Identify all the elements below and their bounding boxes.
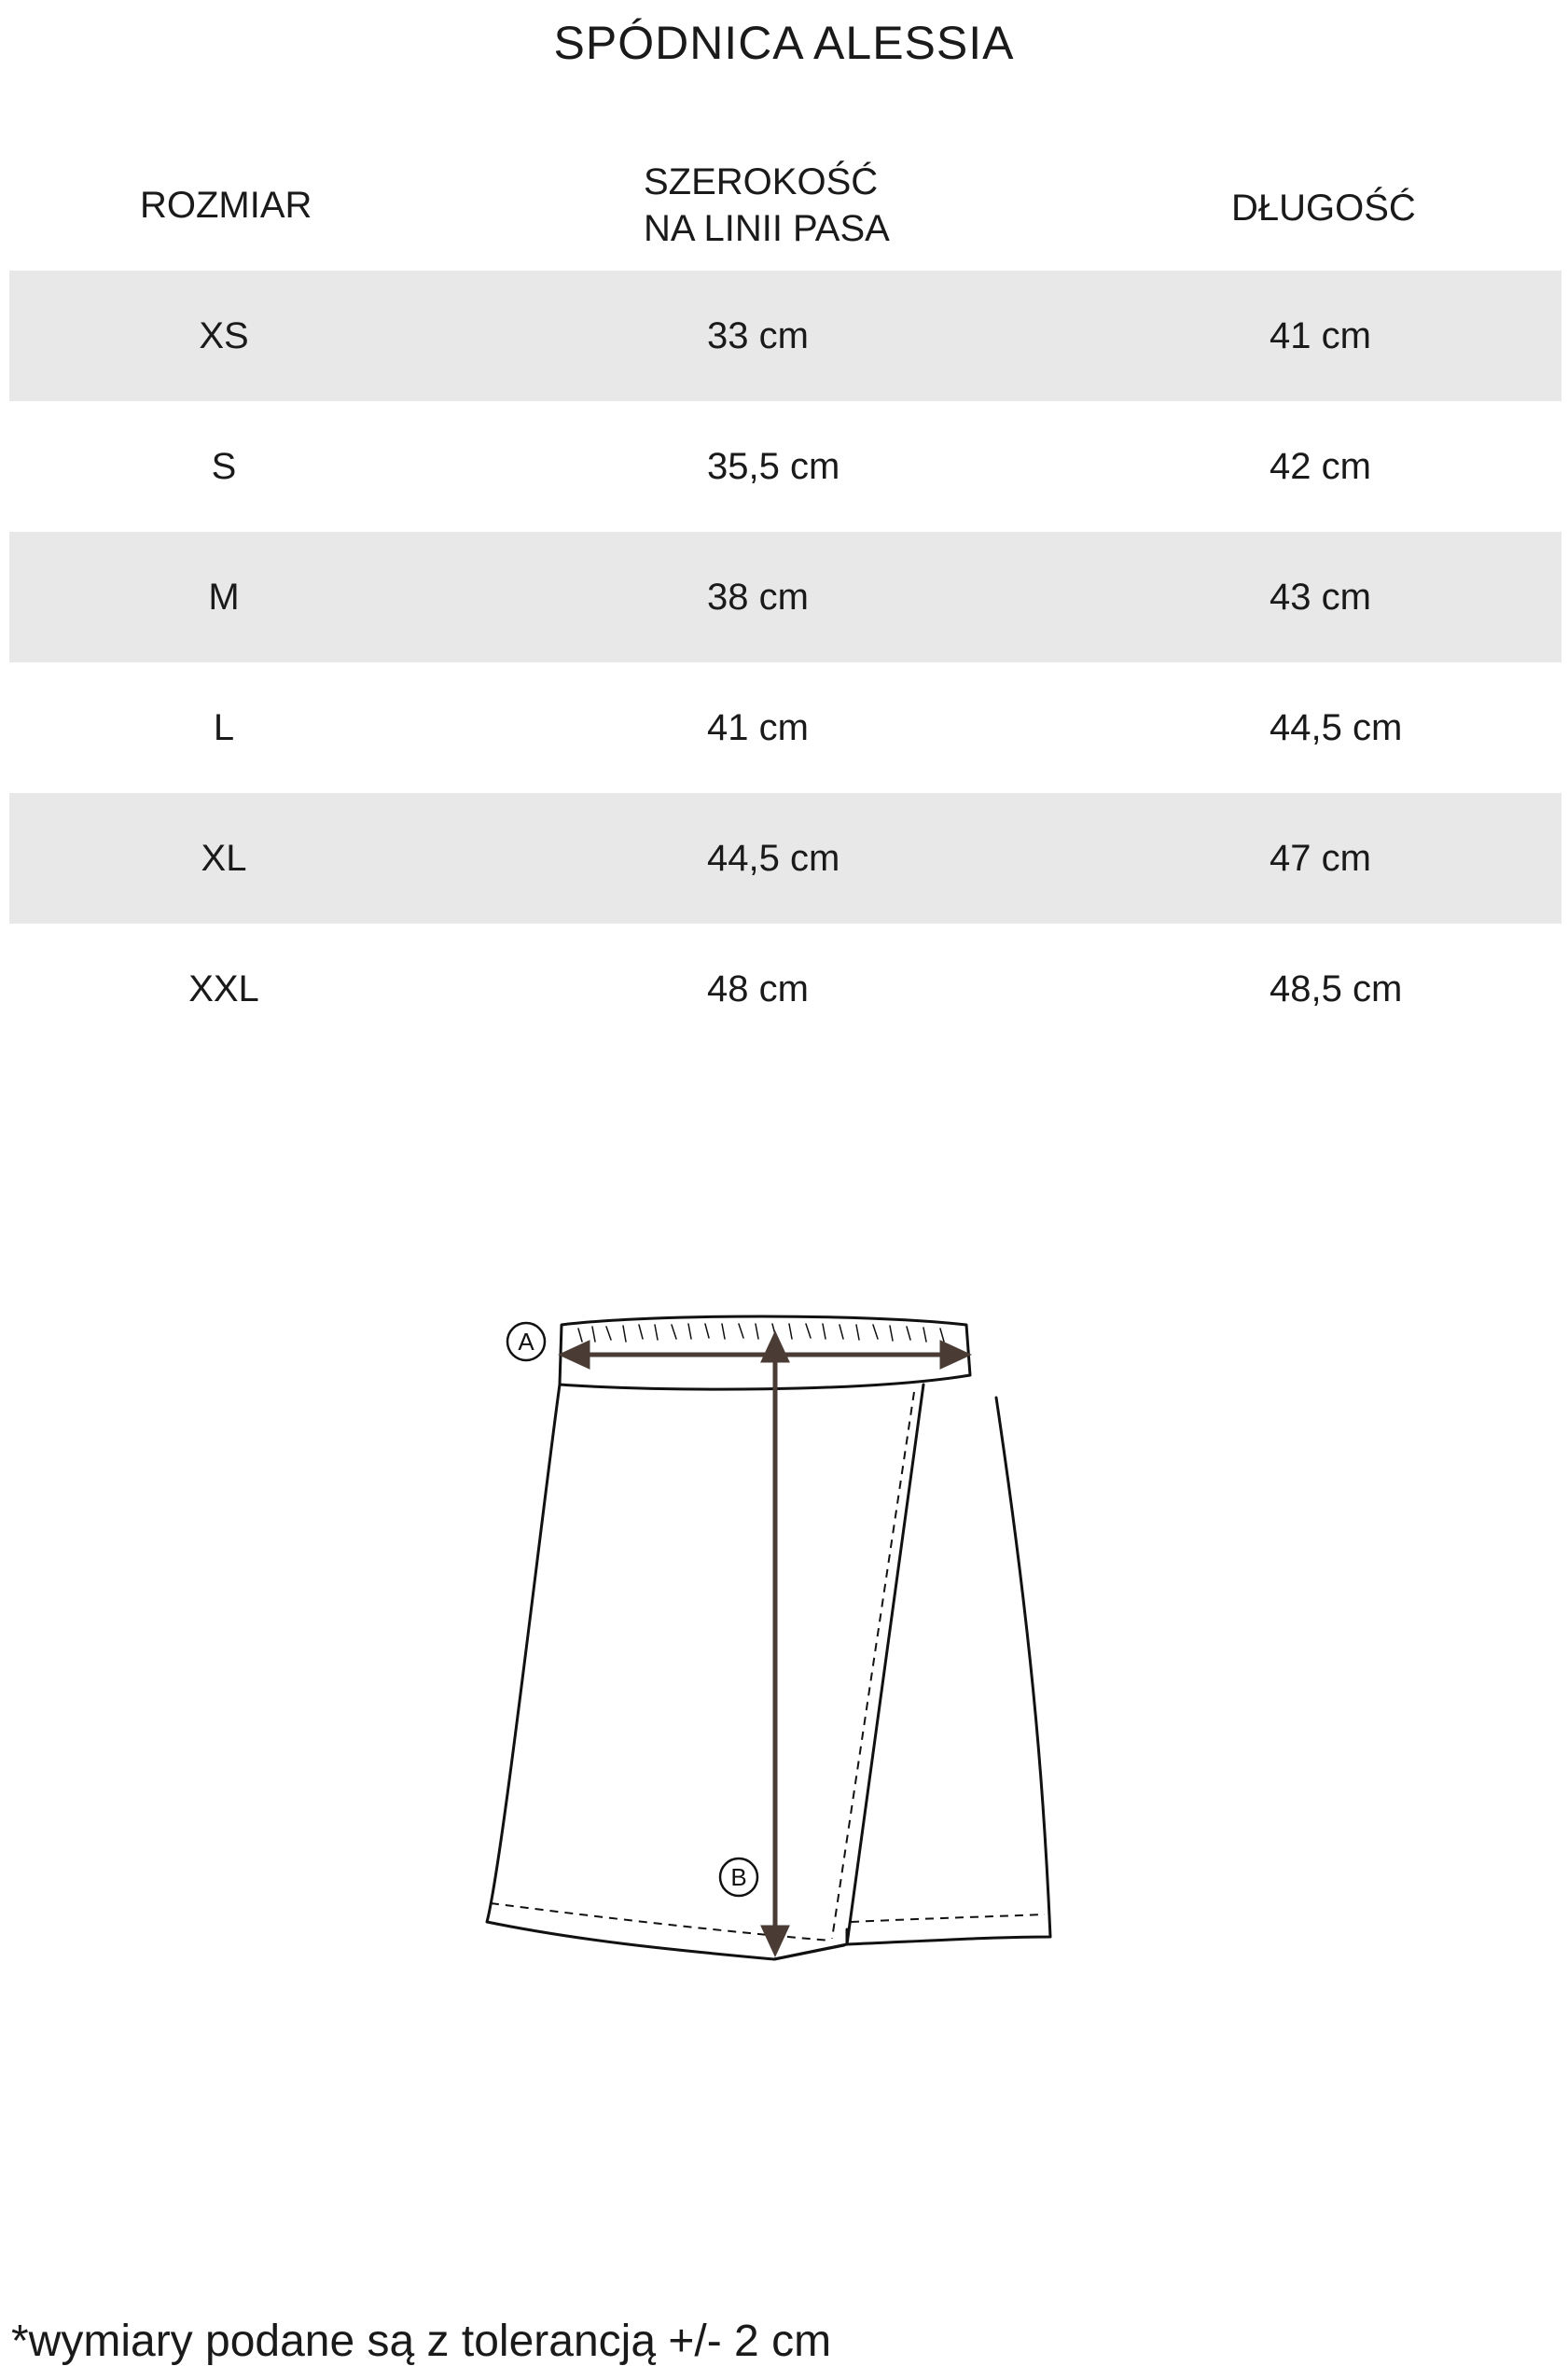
label-b: B xyxy=(730,1863,747,1891)
skirt-diagram xyxy=(466,1287,1101,1987)
length-cell: 42 cm xyxy=(1270,446,1371,487)
right-hem-stitch xyxy=(851,1914,1045,1922)
size-table xyxy=(9,271,1561,1054)
size-cell: S xyxy=(211,446,237,487)
length-cell: 47 cm xyxy=(1270,838,1371,879)
length-arrow-bottom-head xyxy=(764,1928,786,1952)
table-row xyxy=(9,662,1561,793)
header-size: ROZMIAR xyxy=(140,185,312,226)
size-cell: XXL xyxy=(188,968,259,1009)
tolerance-footnote: *wymiary podane są z tolerancją +/- 2 cm xyxy=(11,2317,832,2366)
width-cell: 48 cm xyxy=(707,968,809,1009)
length-arrow-top-head xyxy=(764,1336,786,1360)
waistband-gathers xyxy=(578,1324,944,1342)
width-cell: 35,5 cm xyxy=(707,446,840,487)
width-cell: 41 cm xyxy=(707,707,809,748)
table-row xyxy=(9,401,1561,532)
size-cell: XS xyxy=(199,315,249,356)
size-cell: XL xyxy=(201,838,247,879)
wrap-stitch-line xyxy=(832,1392,914,1939)
header-width xyxy=(644,159,890,252)
table-row xyxy=(9,924,1561,1054)
width-arrow-left-head xyxy=(563,1343,588,1366)
table-row xyxy=(9,793,1561,924)
width-cell: 44,5 cm xyxy=(707,838,840,879)
header-width-line2: NA LINII PASA xyxy=(644,208,890,249)
length-cell: 43 cm xyxy=(1270,577,1371,618)
size-cell: L xyxy=(213,707,235,748)
width-arrow-right-head xyxy=(942,1343,966,1366)
length-cell: 48,5 cm xyxy=(1270,968,1403,1009)
length-cell: 41 cm xyxy=(1270,315,1371,356)
length-cell: 44,5 cm xyxy=(1270,707,1403,748)
page-title: SPÓDNICA ALESSIA xyxy=(553,17,1015,69)
wrap-panel-edge xyxy=(774,1385,923,1959)
label-a: A xyxy=(518,1328,534,1356)
width-cell: 33 cm xyxy=(707,315,809,356)
size-cell: M xyxy=(208,577,240,618)
width-cell: 38 cm xyxy=(707,577,809,618)
table-row xyxy=(9,271,1561,401)
skirt-outline xyxy=(487,1385,1050,1959)
header-length: DŁUGOŚĆ xyxy=(1231,188,1416,229)
table-row xyxy=(9,532,1561,662)
header-width-line1: SZEROKOŚĆ xyxy=(644,161,879,202)
